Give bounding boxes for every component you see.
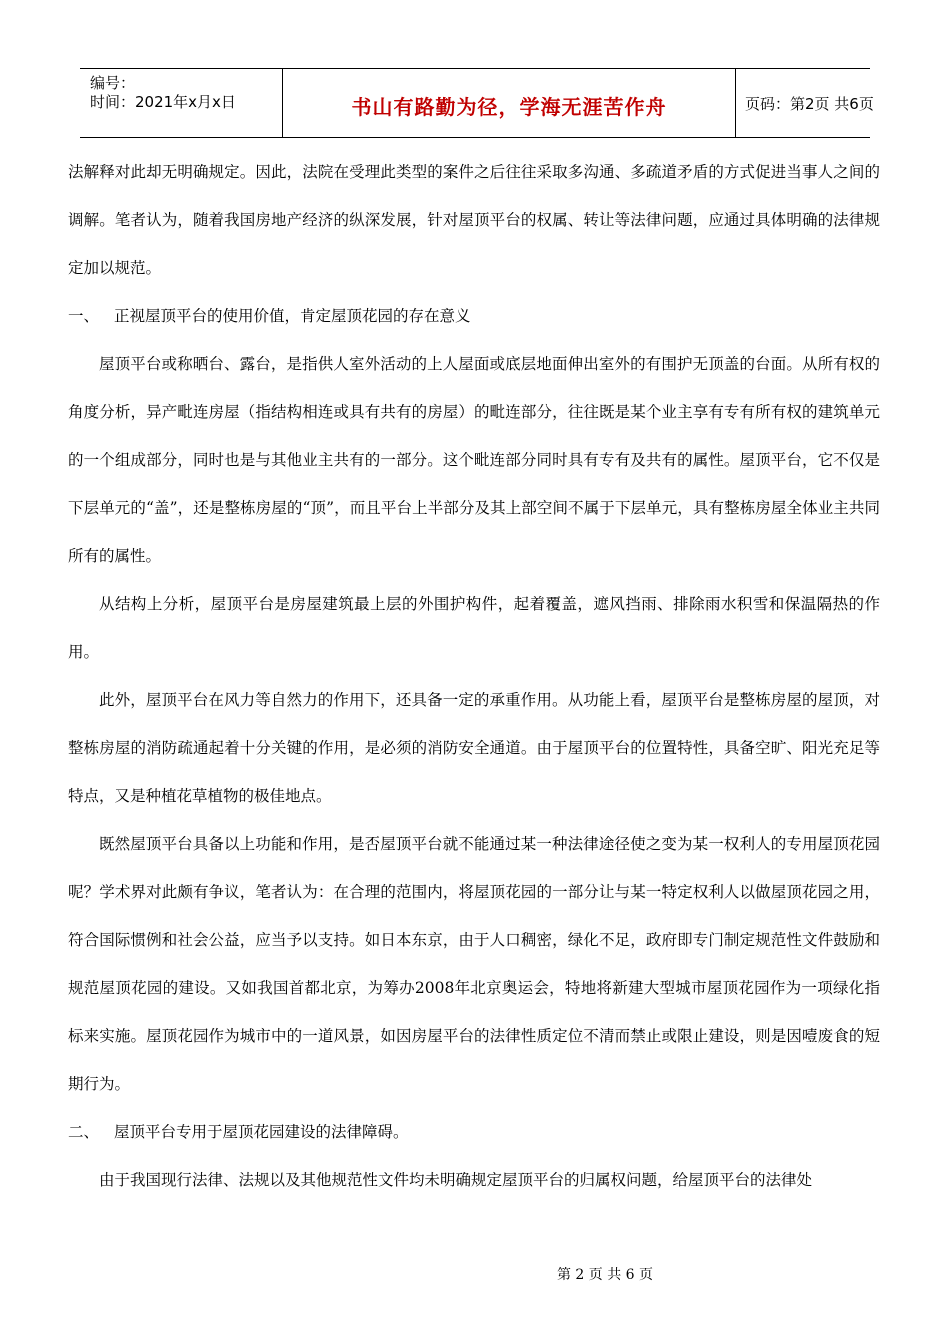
section-heading-1: [68, 292, 880, 340]
document-body: [68, 148, 880, 1204]
page-footer: 第 2 页 共 6 页: [556, 1267, 654, 1283]
paragraph-continued: 法解释对此却无明确规定。因此，法院在受理此类型的案件之后往往采取多沟通、多疏道矛盾的方式促进当事人之间的调解。笔者认为，随着我国房地产经济的纵深发展，针对屋顶平台的权属、转让等法律问题，应通过具体明确的法律规定加以规范。: [68, 163, 880, 277]
paragraph: 由于我国现行法律、法规以及其他规范性文件均未明确规定屋顶平台的归属权问题，给屋顶平台的法律处: [99, 1171, 813, 1189]
section-title: 正视屋顶平台的使用价值，肯定屋顶花园的存在意义: [114, 307, 471, 325]
section-number: 二、: [68, 1123, 100, 1141]
paragraph: 此外，屋顶平台在风力等自然力的作用下，还具备一定的承重作用。从功能上看，屋顶平台是整栋房屋的屋顶，对整栋房屋的消防疏通起着十分关键的作用，是必须的消防安全通道。由于屋顶平台的位置特性，具备空旷、阳光充足等特点，又是种植花草植物的极佳地点。: [68, 691, 880, 805]
header-center-cell: [282, 69, 736, 137]
document-number-label: 编号：: [90, 74, 136, 92]
section-title: 屋顶平台专用于屋顶花园建设的法律障碍。: [114, 1123, 409, 1141]
header-page-info: 页码：第2页 共6页: [745, 95, 874, 113]
paragraph: 从结构上分析，屋顶平台是房屋建筑最上层的外围护构件，起着覆盖，遮风挡雨、排除雨水积雪和保温隔热的作用。: [68, 595, 880, 661]
document-date-label: 时间：2021年x月x日: [90, 93, 236, 111]
paragraph: 既然屋顶平台具备以上功能和作用，是否屋顶平台就不能通过某一种法律途径使之变为某一权利人的专用屋顶花园呢？学术界对此颇有争议，笔者认为：在合理的范围内，将屋顶花园的一部分让与某一特定权利人以做屋顶花园之用，符合国际惯例和社会公益，应当予以支持。如日本东京，由于人口稠密，绿化不足，政府即专门制定规范性文件鼓励和规范屋顶花园的建设。又如我国首都北京，为筹办2008年北京奥运会，特地将新建大型城市屋顶花园作为一项绿化指标来实施。屋顶花园作为城市中的一道风景，如因房屋平台的法律性质定位不清而禁止或限止建设，则是因噎废食的短期行为。: [68, 835, 880, 1093]
header-left-cell: [80, 69, 282, 137]
page-header: [80, 68, 874, 138]
section-heading-2: [68, 1108, 880, 1156]
paragraph: 屋顶平台或称晒台、露台，是指供人室外活动的上人屋面或底层地面伸出室外的有围护无顶盖的台面。从所有权的角度分析，异产毗连房屋（指结构相连或具有共有的房屋）的毗连部分，往往既是某个业主享有专有所有权的建筑单元的一个组成部分，同时也是与其他业主共有的一部分。这个毗连部分同时具有专有及共有的属性。屋顶平台，它不仅是下层单元的“盖”，还是整栋房屋的“顶”，而且平台上半部分及其上部空间不属于下层单元，具有整栋房屋全体业主共同所有的属性。: [68, 355, 880, 565]
section-number: 一、: [68, 307, 100, 325]
header-motto: 书山有路勤为径，学海无涯苦作舟: [351, 95, 667, 119]
header-right-cell: [735, 69, 874, 137]
